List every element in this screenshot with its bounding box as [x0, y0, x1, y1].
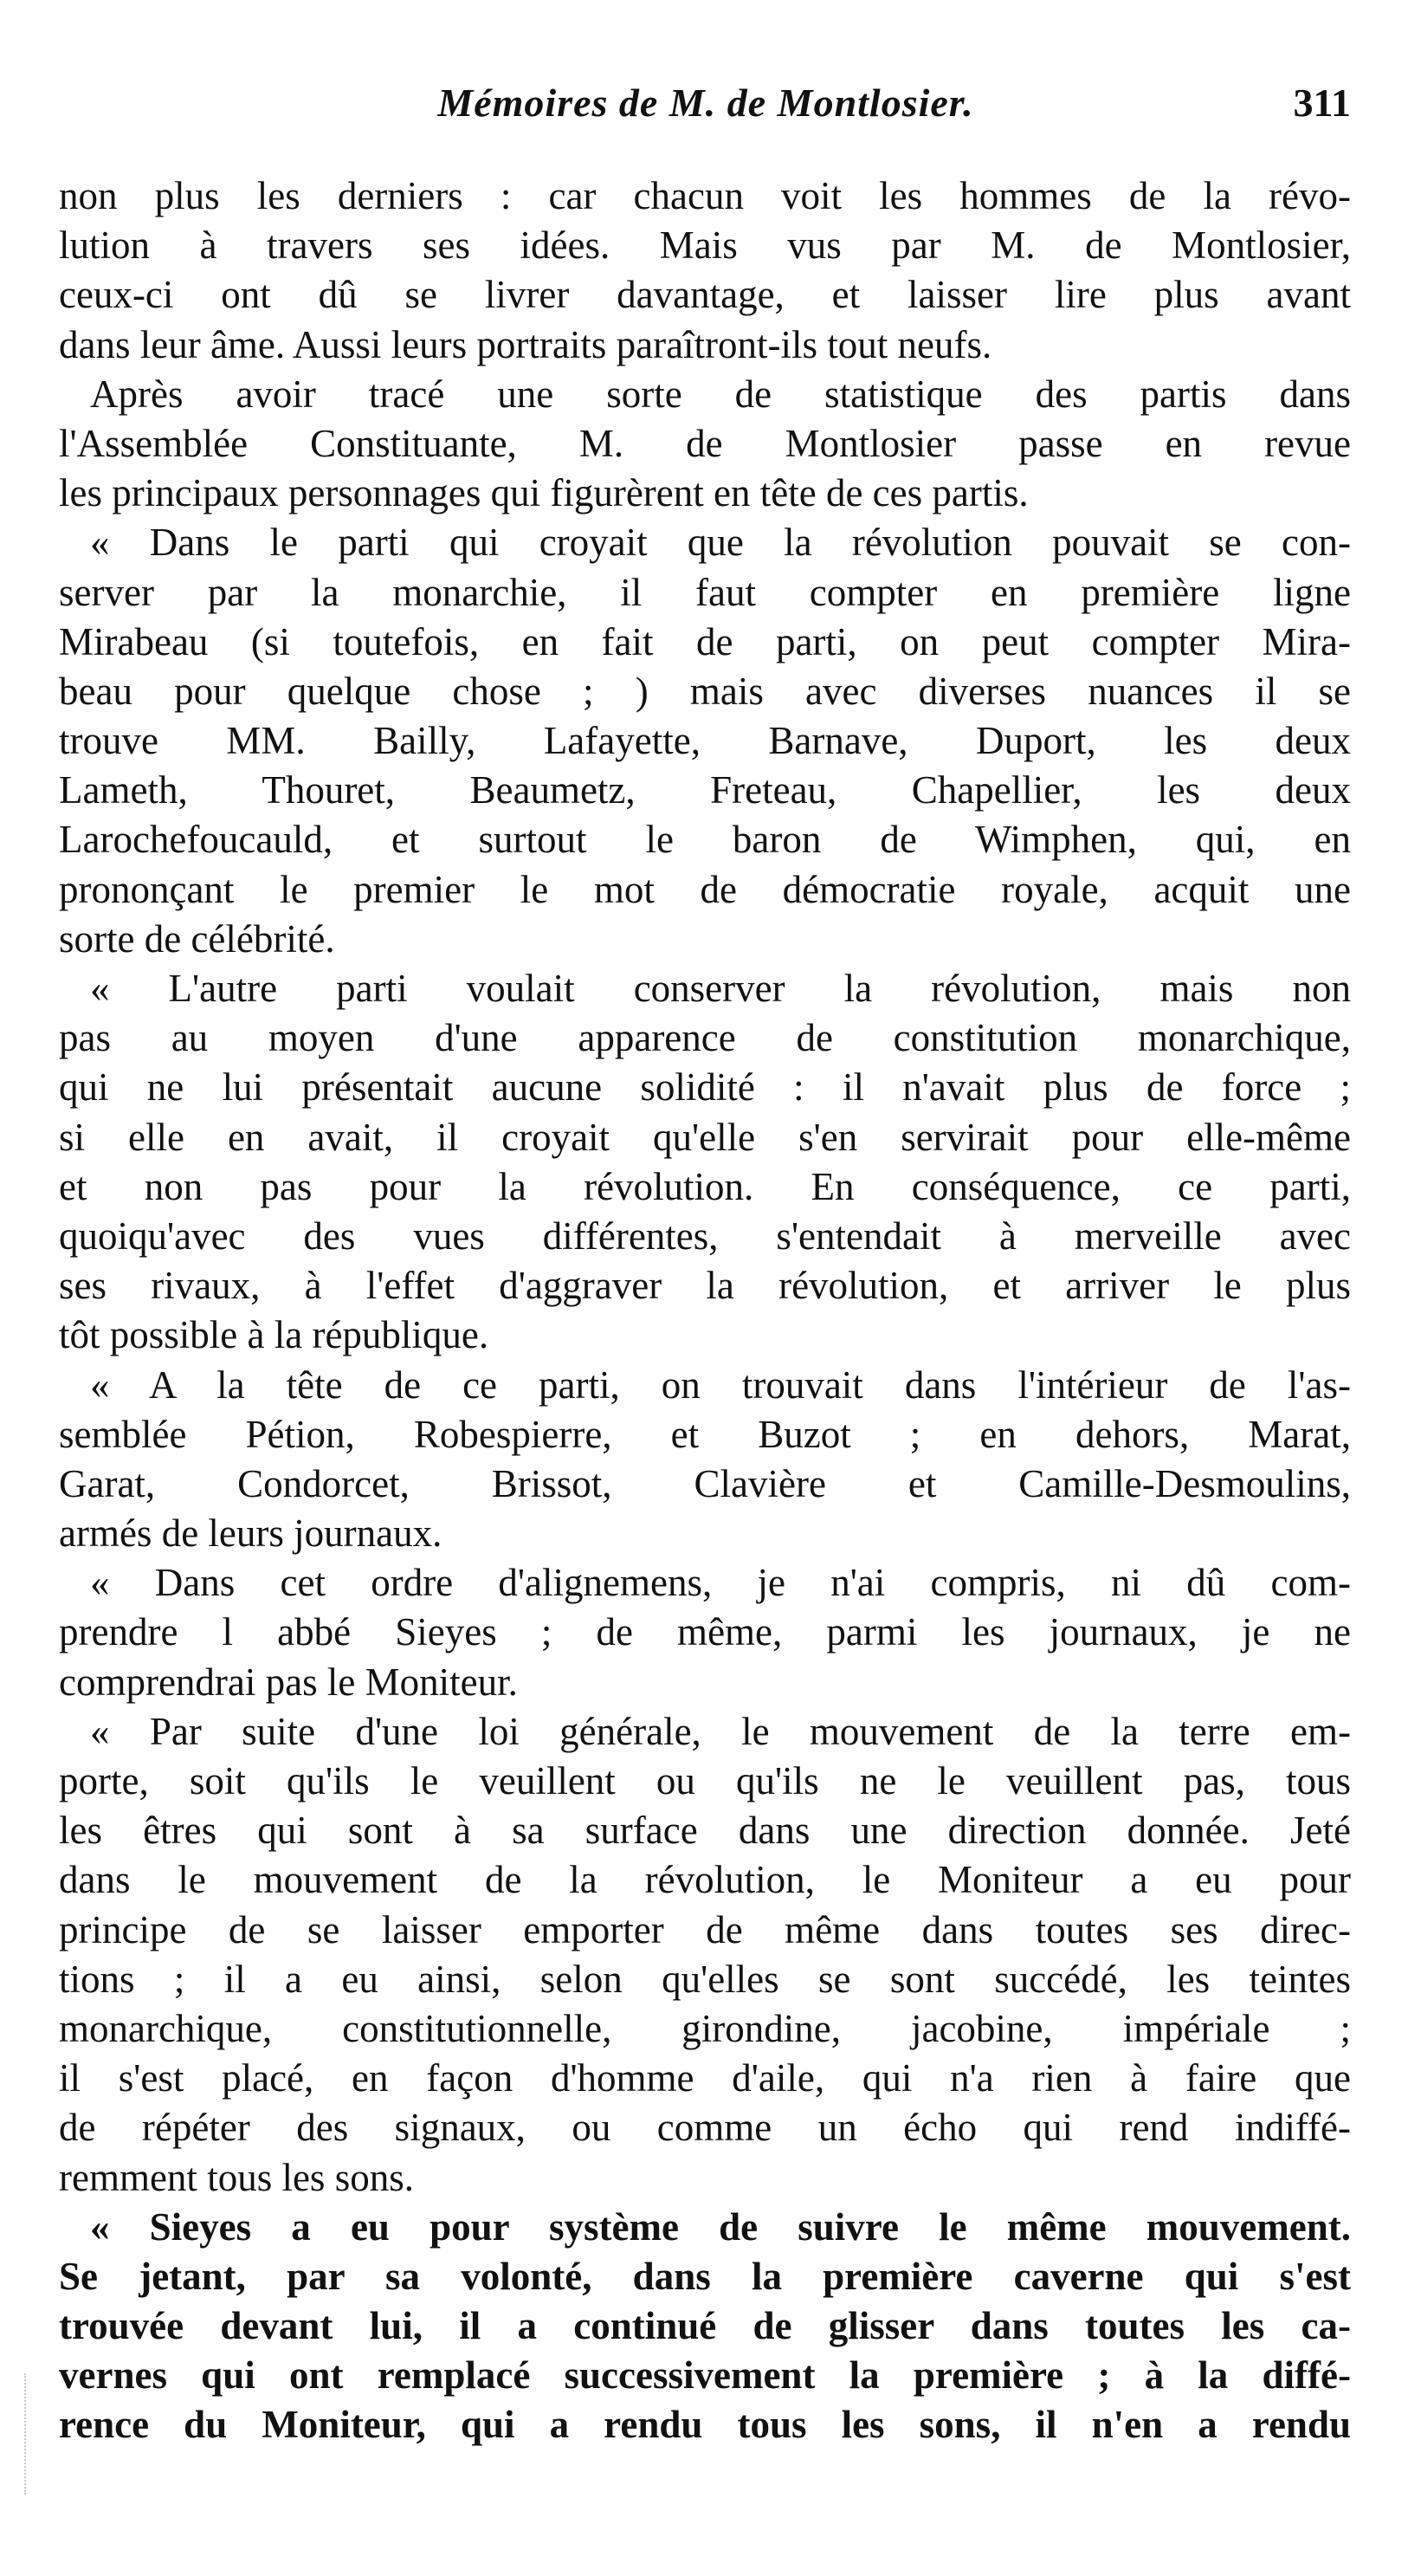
- text-line: porte, soit qu'ils le veuillent ou qu'ils ne le veuillent pas, tous: [59, 1759, 1351, 1803]
- text-line: principe de se laisser emporter de même dans toutes ses direc-: [59, 1907, 1351, 1951]
- text-line: « Dans le parti qui croyait que la révolution pouvait se con-: [90, 521, 1351, 565]
- text-line: monarchique, constitutionnelle, girondine, jacobine, impériale ;: [59, 2006, 1351, 2050]
- text-line: ceux-ci ont dû se livrer davantage, et laisser lire plus avant: [59, 273, 1351, 317]
- text-line: dans leur âme. Aussi leurs portraits paraîtront-ils tout neufs.: [59, 322, 992, 366]
- text-line: server par la monarchie, il faut compter en première ligne: [59, 570, 1351, 614]
- text-line: trouvée devant lui, il a continué de glisser dans toutes les ca-: [59, 2304, 1351, 2348]
- text-line: Lameth, Thouret, Beaumetz, Freteau, Chapellier, les deux: [59, 768, 1351, 812]
- page-number: 311: [1293, 81, 1351, 125]
- text-line: Se jetant, par sa volonté, dans la première caverne qui s'est: [59, 2254, 1351, 2298]
- page-header: [61, 80, 1351, 140]
- text-line: « Par suite d'une loi générale, le mouvement de la terre em-: [90, 1709, 1351, 1753]
- text-line: tions ; il a eu ainsi, selon qu'elles se sont succédé, les teintes: [59, 1957, 1351, 2001]
- text-line: prononçant le premier le mot de démocratie royale, acquit une: [59, 867, 1351, 911]
- text-line: l'Assemblée Constituante, M. de Montlosier passe en revue: [59, 421, 1351, 465]
- text-line: les principaux personnages qui figurèrent en tête de ces partis.: [59, 471, 1029, 515]
- text-line: de répéter des signaux, ou comme un écho qui rend indiffé-: [59, 2106, 1351, 2150]
- text-line: « Dans cet ordre d'alignemens, je n'ai compris, ni dû com-: [90, 1561, 1351, 1605]
- text-line: vernes qui ont remplacé successivement la première ; à la diffé-: [59, 2353, 1351, 2398]
- text-line: armés de leurs journaux.: [59, 1511, 442, 1556]
- text-line: comprendrai pas le Moniteur.: [59, 1660, 518, 1704]
- text-line: quoiqu'avec des vues différentes, s'entendait à merveille avec: [59, 1214, 1351, 1258]
- margin-scan-mark: [24, 2373, 26, 2495]
- text-line: sorte de célébrité.: [59, 916, 335, 961]
- text-line: ses rivaux, à l'effet d'aggraver la révolution, et arriver le plus: [59, 1264, 1351, 1308]
- text-line: Après avoir tracé une sorte de statistique des partis dans: [90, 372, 1351, 416]
- text-line: prendre l abbé Sieyes ; de même, parmi les journaux, je ne: [59, 1610, 1351, 1654]
- text-line: lution à travers ses idées. Mais vus par M. de Montlosier,: [59, 223, 1351, 268]
- body-text: [59, 172, 1351, 2450]
- text-line: si elle en avait, il croyait qu'elle s'en servirait pour elle-même: [59, 1115, 1351, 1159]
- text-line: semblée Pétion, Robespierre, et Buzot ; en dehors, Marat,: [59, 1412, 1351, 1456]
- text-line: rence du Moniteur, qui a rendu tous les sons, il n'en a rendu: [59, 2403, 1351, 2447]
- text-line: il s'est placé, en façon d'homme d'aile, qui n'a rien à faire que: [59, 2056, 1351, 2100]
- text-line: remment tous les sons.: [59, 2155, 414, 2199]
- running-head: Mémoires de M. de Montlosier.: [437, 81, 974, 125]
- text-line: pas au moyen d'une apparence de constitution monarchique,: [59, 1016, 1351, 1060]
- text-line: les êtres qui sont à sa surface dans une direction donnée. Jeté: [59, 1809, 1351, 1853]
- text-line: Garat, Condorcet, Brissot, Clavière et Camille-Desmoulins,: [59, 1461, 1351, 1505]
- text-line: Larochefoucauld, et surtout le baron de Wimphen, qui, en: [59, 818, 1351, 862]
- text-line: beau pour quelque chose ; ) mais avec diverses nuances il se: [59, 669, 1351, 713]
- text-line: « A la tête de ce parti, on trouvait dans l'intérieur de l'as-: [90, 1362, 1351, 1407]
- text-line: tôt possible à la république.: [59, 1313, 489, 1357]
- text-line: « Sieyes a eu pour système de suivre le même mouvement.: [90, 2204, 1351, 2249]
- text-line: Mirabeau (si toutefois, en fait de parti, on peut compter Mira-: [59, 619, 1351, 663]
- text-line: « L'autre parti voulait conserver la révolution, mais non: [90, 967, 1351, 1010]
- text-line: dans le mouvement de la révolution, le Moniteur a eu pour: [59, 1858, 1351, 1902]
- text-line: et non pas pour la révolution. En conséquence, ce parti,: [59, 1164, 1351, 1208]
- text-line: non plus les derniers : car chacun voit les hommes de la révo-: [59, 174, 1351, 217]
- text-line: trouve MM. Bailly, Lafayette, Barnave, Duport, les deux: [59, 719, 1351, 763]
- text-line: qui ne lui présentait aucune solidité : il n'avait plus de force ;: [59, 1065, 1351, 1110]
